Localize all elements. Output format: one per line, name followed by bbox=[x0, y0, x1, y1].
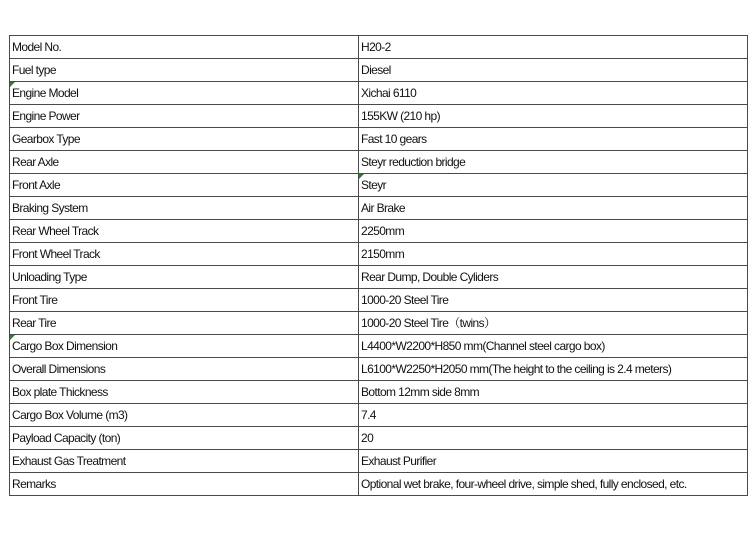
table-row bbox=[10, 105, 748, 128]
spec-label: Box plate Thickness bbox=[10, 381, 359, 404]
spec-value: Fast 10 gears bbox=[359, 128, 748, 151]
table-row bbox=[10, 381, 748, 404]
spec-value: L6100*W2250*H2050 mm(The height to the ceiling is 2.4 meters) bbox=[359, 358, 748, 381]
table-row bbox=[10, 266, 748, 289]
spec-value: 155KW (210 hp) bbox=[359, 105, 748, 128]
spec-label: Exhaust Gas Treatment bbox=[10, 450, 359, 473]
spec-label: Gearbox Type bbox=[10, 128, 359, 151]
table-row bbox=[10, 174, 748, 197]
spec-label: Rear Tire bbox=[10, 312, 359, 335]
spec-label: Front Tire bbox=[10, 289, 359, 312]
spec-label: Payload Capacity (ton) bbox=[10, 427, 359, 450]
spec-label: Overall Dimensions bbox=[10, 358, 359, 381]
table-row bbox=[10, 404, 748, 427]
spec-label: Cargo Box Volume (m3) bbox=[10, 404, 359, 427]
spec-label: Rear Wheel Track bbox=[10, 220, 359, 243]
spec-label: Front Axle bbox=[10, 174, 359, 197]
spec-label: Model No. bbox=[10, 36, 359, 59]
spec-label: Remarks bbox=[10, 473, 359, 496]
spec-label: Braking System bbox=[10, 197, 359, 220]
table-row bbox=[10, 473, 748, 496]
spec-table-body bbox=[10, 36, 748, 496]
spec-value: 2250mm bbox=[359, 220, 748, 243]
spec-value: Bottom 12mm side 8mm bbox=[359, 381, 748, 404]
table-row bbox=[10, 220, 748, 243]
spec-value: H20-2 bbox=[359, 36, 748, 59]
spec-value: Xichai 6110 bbox=[359, 82, 748, 105]
table-row bbox=[10, 82, 748, 105]
table-row bbox=[10, 59, 748, 82]
spec-label: Fuel type bbox=[10, 59, 359, 82]
spec-value: Steyr bbox=[359, 174, 748, 197]
table-row bbox=[10, 358, 748, 381]
spec-value: 7.4 bbox=[359, 404, 748, 427]
spec-label: Engine Model bbox=[10, 82, 359, 105]
spec-label: Rear Axle bbox=[10, 151, 359, 174]
table-row bbox=[10, 289, 748, 312]
table-row bbox=[10, 197, 748, 220]
table-row bbox=[10, 128, 748, 151]
table-row bbox=[10, 151, 748, 174]
spec-label: Cargo Box Dimension bbox=[10, 335, 359, 358]
table-row bbox=[10, 36, 748, 59]
spec-value: Optional wet brake, four-wheel drive, simple shed, fully enclosed, etc. bbox=[359, 473, 748, 496]
spec-value: 20 bbox=[359, 427, 748, 450]
spec-value: L4400*W2200*H850 mm(Channel steel cargo box) bbox=[359, 335, 748, 358]
table-row bbox=[10, 312, 748, 335]
table-row bbox=[10, 450, 748, 473]
spec-value: 2150mm bbox=[359, 243, 748, 266]
spec-table bbox=[9, 35, 748, 496]
spec-value: Rear Dump, Double Cyliders bbox=[359, 266, 748, 289]
table-row bbox=[10, 243, 748, 266]
spec-label: Engine Power bbox=[10, 105, 359, 128]
table-row bbox=[10, 335, 748, 358]
spec-value: Steyr reduction bridge bbox=[359, 151, 748, 174]
table-row bbox=[10, 427, 748, 450]
spec-label: Front Wheel Track bbox=[10, 243, 359, 266]
spec-label: Unloading Type bbox=[10, 266, 359, 289]
spec-value: Air Brake bbox=[359, 197, 748, 220]
spec-value: 1000-20 Steel Tire bbox=[359, 289, 748, 312]
spec-value: 1000-20 Steel Tire（twins） bbox=[359, 312, 748, 335]
spec-value: Exhaust Purifier bbox=[359, 450, 748, 473]
spec-value: Diesel bbox=[359, 59, 748, 82]
